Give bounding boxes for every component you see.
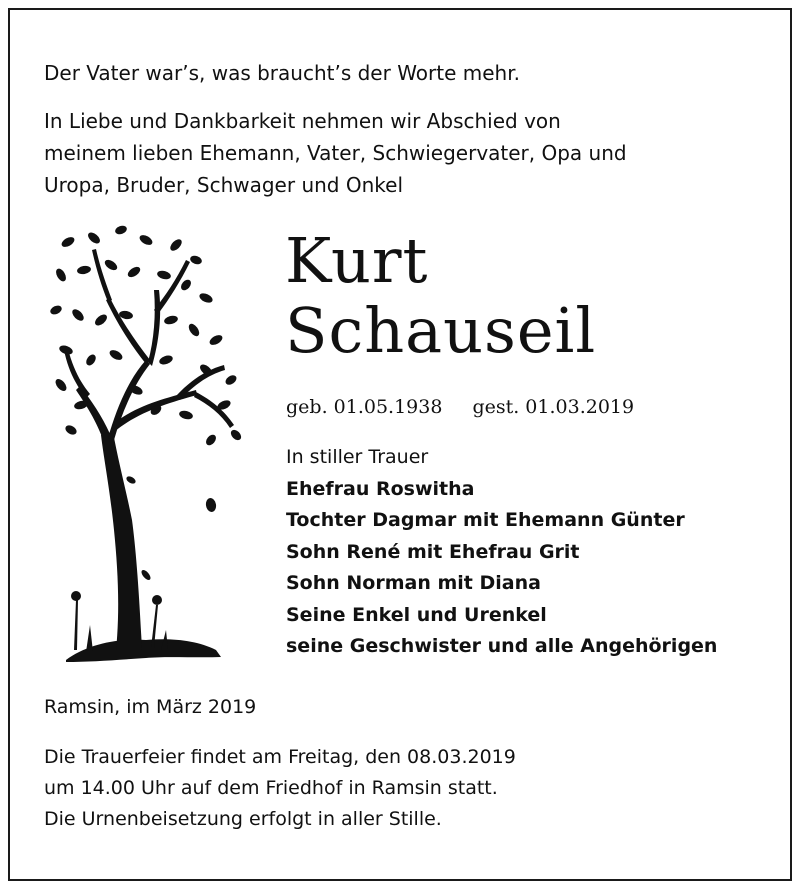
first-name: Kurt xyxy=(285,224,429,297)
leaf-shape xyxy=(138,233,154,247)
leaf-shape xyxy=(156,269,172,280)
falling-leaf-shape xyxy=(125,475,137,485)
branch-shape xyxy=(194,392,234,428)
falling-leaf-shape xyxy=(140,568,152,581)
leaf-shape xyxy=(229,428,243,442)
leaf-shape xyxy=(168,237,184,253)
branch-shape xyxy=(76,386,110,442)
leaf-shape xyxy=(179,278,193,292)
intro-line: meinem lieben Ehemann, Vater, Schwiegervater, Opa und xyxy=(44,141,627,165)
branch-shape xyxy=(92,249,112,302)
leaf-shape xyxy=(76,265,91,275)
leaf-shape xyxy=(103,258,119,273)
flower-stem-shape xyxy=(74,600,78,650)
grass-shape xyxy=(86,625,93,652)
mourners-lead: In stiller Trauer xyxy=(286,446,429,468)
funeral-info xyxy=(44,742,516,835)
branch-shape xyxy=(148,290,160,366)
leaf-shape xyxy=(114,224,128,236)
leaf-shape xyxy=(204,433,218,447)
leaf-shape xyxy=(163,314,179,325)
intro-line: Uropa, Bruder, Schwager und Onkel xyxy=(44,173,403,197)
flower-shape xyxy=(71,591,81,601)
leaf-shape xyxy=(158,354,174,366)
leaf-shape xyxy=(64,424,78,437)
leaf-shape xyxy=(208,333,224,347)
intro-text xyxy=(44,105,744,201)
leaf-shape xyxy=(70,307,86,323)
leaf-shape xyxy=(54,267,68,283)
leaf-shape xyxy=(60,235,76,249)
funeral-line: um 14.00 Uhr auf dem Friedhof in Ramsin statt. xyxy=(44,777,498,799)
leaf-shape xyxy=(93,312,109,327)
leaf-shape xyxy=(187,322,202,338)
leaf-shape xyxy=(198,291,214,304)
birth-date: geb. 01.05.1938 xyxy=(286,396,443,418)
mourner-name: Seine Enkel und Urenkel xyxy=(286,603,547,626)
funeral-line: Die Trauerfeier findet am Freitag, den 08.03.2019 xyxy=(44,746,516,768)
leaf-shape xyxy=(108,348,124,362)
leaf-shape xyxy=(178,409,194,420)
mourners-list xyxy=(286,442,717,663)
falling-leaf-shape xyxy=(205,497,217,513)
tree-icon xyxy=(46,220,246,670)
deceased-name xyxy=(285,226,596,366)
life-dates xyxy=(286,393,634,421)
mourner-name: Ehefrau Roswitha xyxy=(286,477,475,500)
leaf-shape xyxy=(49,304,63,316)
trunk-shape xyxy=(101,432,142,650)
leaf-shape xyxy=(224,373,238,386)
motto-text: Der Vater war’s, was braucht’s der Worte mehr. xyxy=(44,61,520,85)
leaf-shape xyxy=(126,265,142,280)
leaf-shape xyxy=(84,353,97,367)
leaf-shape xyxy=(86,230,102,245)
funeral-line: Die Urnenbeisetzung erfolgt in aller Stille. xyxy=(44,808,442,830)
death-date: gest. 01.03.2019 xyxy=(472,396,635,418)
mourner-name: Sohn Norman mit Diana xyxy=(286,572,541,594)
place-date: Ramsin, im März 2019 xyxy=(44,696,257,718)
mourner-name: Sohn René mit Ehefrau Grit xyxy=(286,540,580,563)
leaf-shape xyxy=(53,377,68,393)
flower-shape xyxy=(152,595,162,605)
leaf-shape xyxy=(189,254,203,266)
mourner-name: seine Geschwister und alle Angehörigen xyxy=(286,635,718,657)
last-name: Schauseil xyxy=(285,294,597,367)
intro-line: In Liebe und Dankbarkeit nehmen wir Abschied von xyxy=(44,109,561,133)
mourner-name: Tochter Dagmar mit Ehemann Günter xyxy=(286,509,685,531)
